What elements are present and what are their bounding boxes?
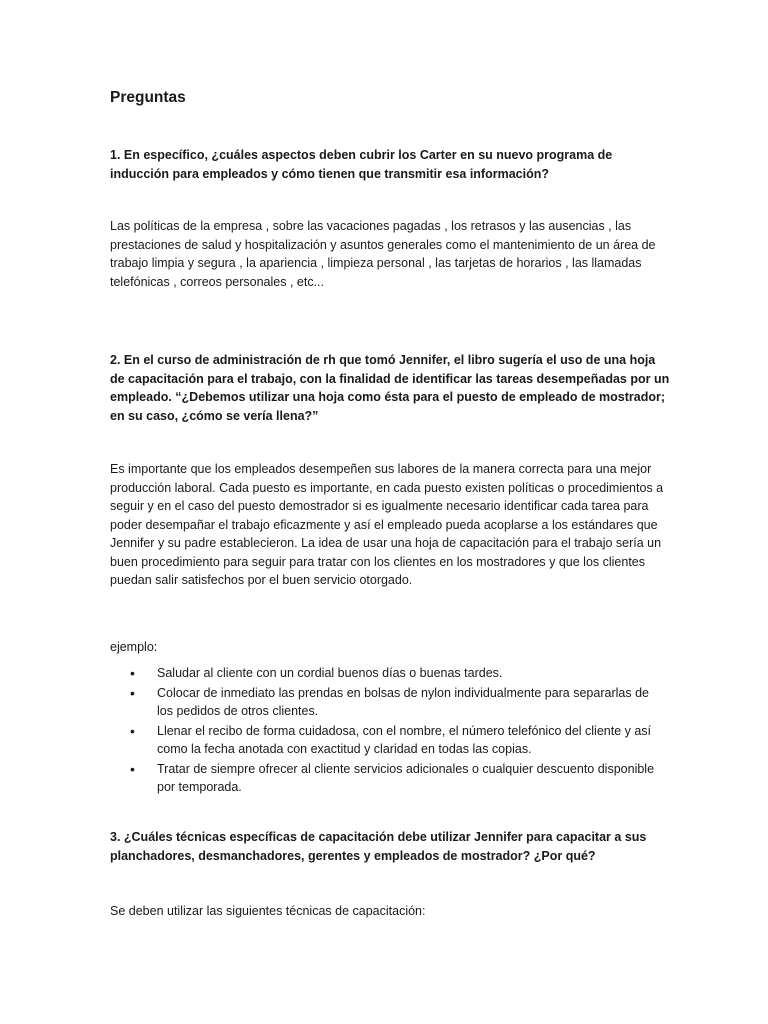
answer-3: Se deben utilizar las siguientes técnicas de capacitación:	[110, 904, 426, 918]
bullet-icon: •	[130, 684, 135, 701]
list-item-text: Tratar de siempre ofrecer al cliente servicios adicionales o cualquier descuento disponible por temporada.	[157, 761, 655, 794]
list-item	[130, 722, 665, 759]
question-1: 1. En específico, ¿cuáles aspectos deben cubrir los Carter en su nuevo programa de inducción para empleados y cómo tienen que transmitir esa información?	[110, 148, 613, 181]
example-label: ejemplo:	[110, 640, 158, 654]
question-3: 3. ¿Cuáles técnicas específicas de capacitación debe utilizar Jennifer para capacitar a sus planchadores, desmanchadores, gerentes y empleados de mostrador? ¿Por qué?	[110, 830, 647, 863]
bullet-icon: •	[130, 665, 135, 681]
list-item-text: Saludar al cliente con un cordial buenos días o buenas tardes.	[157, 666, 503, 680]
list-item	[130, 664, 665, 683]
example-list	[130, 664, 665, 798]
list-item-text: Colocar de inmediato las prendas en bolsas de nylon individualmente para separarlas de los pedidos de otros clientes.	[157, 685, 649, 718]
bullet-icon: •	[130, 722, 135, 739]
question-2: 2. En el curso de administración de rh que tomó Jennifer, el libro sugería el uso de una hoja de capacitación para el trabajo, con la finalidad de identificar las tareas desempeñadas por un empleado. “¿Debemos utilizar una hoja como ésta para el puesto de empleado de mostrador; en su caso, ¿cómo se vería llena?”	[110, 353, 670, 423]
list-item	[130, 684, 665, 721]
page-title: Preguntas	[110, 89, 186, 106]
answer-1: Las políticas de la empresa , sobre las vacaciones pagadas , los retrasos y las ausencias , las prestaciones de salud y hospitalización y asuntos generales como el mantenimiento de un área de trabajo limpia y segura , la apariencia , limpieza personal , las tarjetas de horarios , las llamadas telefónicas , correos personales , etc...	[110, 219, 656, 289]
answer-2: Es importante que los empleados desempeñen sus labores de la manera correcta para una mejor producción laboral. Cada puesto es importante, en cada puesto existen políticas o procedimientos a seguir y en el caso del puesto demostrador si es igualmente necesario identificar cada tarea para poder desempañar el trabajo eficazmente y así el empleado pueda acoplarse a los estándares que Jennifer y su padre establecieron. La idea de usar una hoja de capacitación para el trabajo sería un buen procedimiento para seguir para tratar con los clientes en los mostradores y que los clientes puedan salir satisfechos por el buen servicio otorgado.	[110, 462, 664, 587]
list-item	[130, 760, 665, 797]
bullet-icon: •	[130, 760, 135, 777]
list-item-text: Llenar el recibo de forma cuidadosa, con el nombre, el número telefónico del cliente y así como la fecha anotada con exactitud y claridad en todas las copias.	[157, 723, 652, 756]
